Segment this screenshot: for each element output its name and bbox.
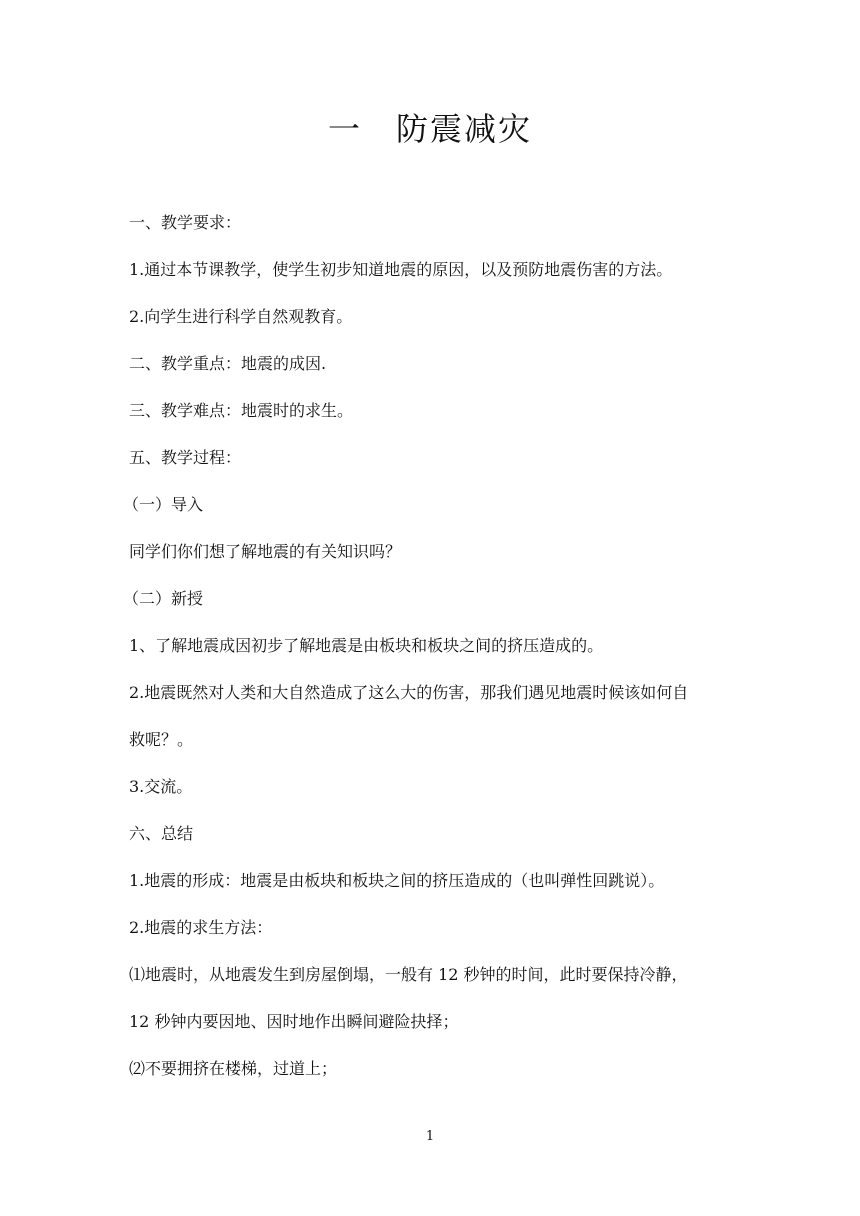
paragraph-line: 2.地震既然对人类和大自然造成了这么大的伤害，那我们遇见地震时候该如何自 xyxy=(129,683,689,702)
subheading-introduction: （一）导入 xyxy=(123,495,204,514)
document-body xyxy=(123,210,739,1103)
paragraph-line: 1.通过本节课教学，使学生初步知道地震的原因，以及预防地震伤害的方法。 xyxy=(129,260,673,279)
paragraph-line: 1.地震的形成：地震是由板块和板块之间的挤压造成的（也叫弹性回跳说）。 xyxy=(129,871,665,890)
paragraph-line: 救呢？。 xyxy=(129,730,194,749)
section-heading-summary: 六、总结 xyxy=(129,824,194,843)
page-number: 1 xyxy=(425,1129,435,1144)
paragraph-line: ⑴地震时，从地震发生到房屋倒塌，一般有 12 秒钟的时间，此时要保持冷静， xyxy=(129,965,688,984)
section-heading-key-point: 二、教学重点：地震的成因. xyxy=(129,354,327,373)
paragraph-line: ⑵不要拥挤在楼梯，过道上； xyxy=(129,1059,338,1078)
document-title: 一 防震减灾 xyxy=(327,110,532,148)
paragraph-line: 同学们你们想了解地震的有关知识吗？ xyxy=(129,542,402,561)
paragraph-line: 3.交流。 xyxy=(129,777,193,796)
paragraph-line: 2.地震的求生方法： xyxy=(129,918,273,937)
section-heading-requirements: 一、教学要求： xyxy=(129,213,242,232)
subheading-new-lesson: （二）新授 xyxy=(123,589,204,608)
section-heading-process: 五、教学过程： xyxy=(129,448,242,467)
paragraph-line: 1、了解地震成因初步了解地震是由板块和板块之间的挤压造成的。 xyxy=(129,636,604,655)
section-heading-difficulty: 三、教学难点：地震时的求生。 xyxy=(129,401,354,420)
paragraph-line: 12 秒钟内要因地、因时地作出瞬间避险抉择； xyxy=(129,1012,459,1031)
paragraph-line: 2.向学生进行科学自然观教育。 xyxy=(129,307,353,326)
